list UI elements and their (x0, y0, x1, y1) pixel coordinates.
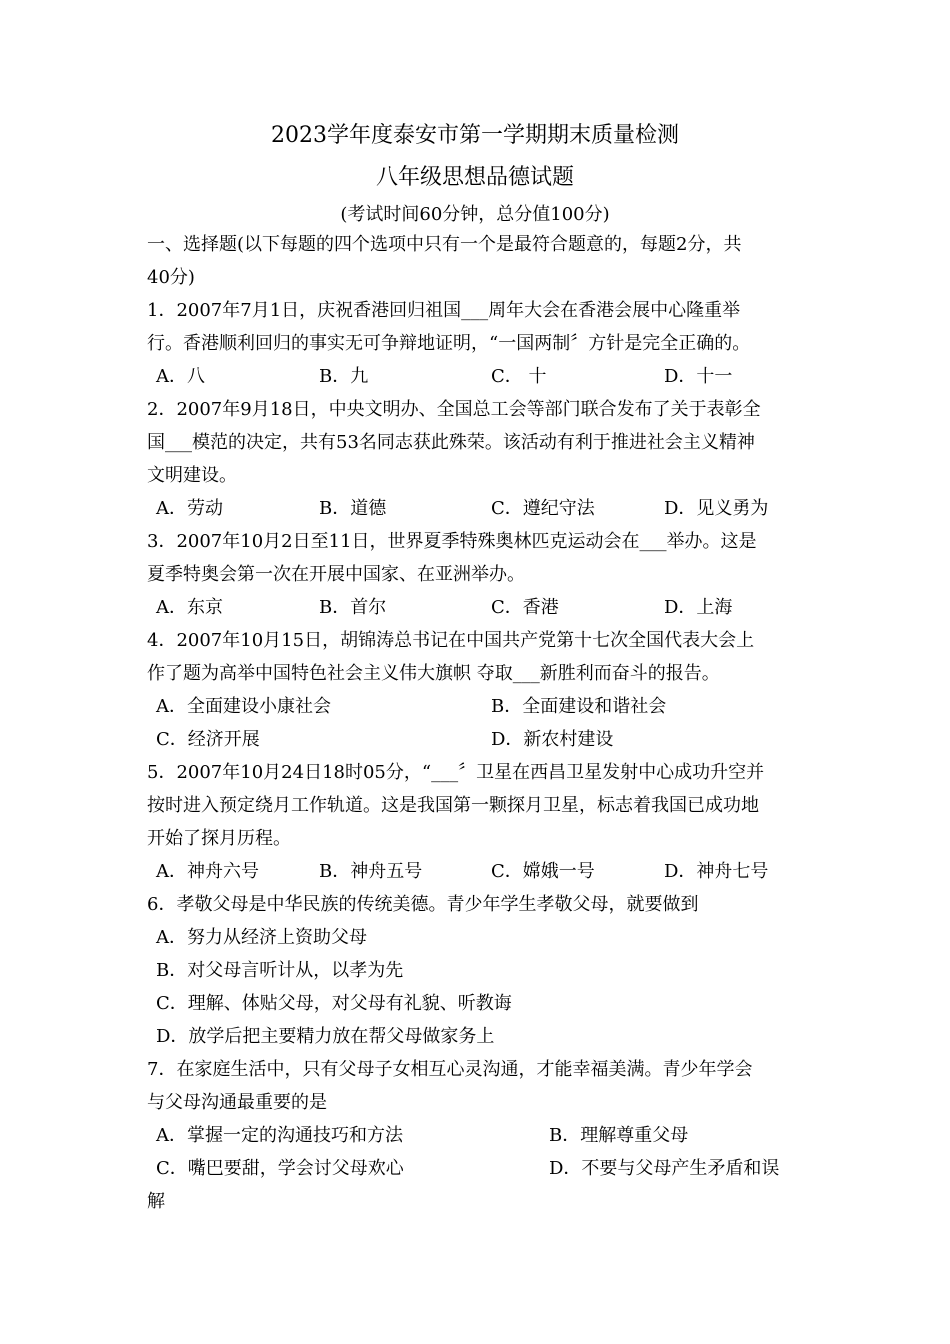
question-5-option-b: B．神舟五号 (319, 861, 423, 882)
question-2-line1: 2．2007年9月18日，中央文明办、全国总工会等部门联合发布了关于表彰全 (147, 399, 761, 420)
question-7-option-a: A．掌握一定的沟通技巧和方法 (156, 1125, 403, 1146)
question-4-line1: 4．2007年10月15日，胡锦涛总书记在中国共产党第十七次全国代表大会上 (147, 630, 755, 651)
question-2-line3: 文明建设。 (147, 465, 237, 486)
question-3-line2: 夏季特奥会第一次在开展中国家、在亚洲举办。 (147, 564, 525, 585)
question-6-option-b: B．对父母言听计从，以孝为先 (156, 960, 404, 981)
question-2-option-d: D．见义勇为 (664, 498, 769, 519)
question-3-option-c: C．香港 (491, 597, 559, 618)
question-4-option-b: B．全面建设和谐社会 (491, 696, 667, 717)
question-5-line3: 开始了探月历程。 (147, 828, 291, 849)
question-3-option-a: A．东京 (156, 597, 223, 618)
question-4-line2: 作了题为高举中国特色社会主义伟大旗帜 夺取___新胜利而奋斗的报告。 (147, 663, 720, 684)
question-2-option-c: C．遵纪守法 (491, 498, 595, 519)
question-7-line1: 7．在家庭生活中，只有父母子女相互心灵沟通，才能幸福美满。青少年学会 (147, 1059, 753, 1080)
question-6-option-c: C．理解、体贴父母，对父母有礼貌、听教诲 (156, 993, 512, 1014)
question-3-option-b: B．首尔 (319, 597, 387, 618)
section-heading-line1: 一、选择题(以下每题的四个选项中只有一个是最符合题意的，每题2分，共 (147, 234, 742, 255)
section-heading-line2: 40分) (147, 267, 195, 288)
question-1-line1: 1．2007年7月1日，庆祝香港回归祖国___周年大会在香港会展中心隆重举 (147, 300, 741, 321)
exam-info: (考试时间60分钟，总分值100分) (340, 204, 610, 225)
question-1-option-b: B．九 (319, 366, 369, 387)
question-1-option-c: C． 十 (491, 366, 547, 387)
question-4-option-d: D．新农村建设 (491, 729, 614, 750)
question-7-option-c: C．嘴巴要甜，学会讨父母欢心 (156, 1158, 404, 1179)
question-1-option-a: A．八 (156, 366, 205, 387)
question-3-line1: 3．2007年10月2日至11日，世界夏季特殊奥林匹克运动会在___举办。这是 (147, 531, 757, 552)
question-2-line2: 国___模范的决定，共有53名同志获此殊荣。该活动有利于推进社会主义精神 (147, 432, 755, 453)
question-4-option-a: A．全面建设小康社会 (156, 696, 331, 717)
question-1-option-d: D．十一 (664, 366, 733, 387)
question-4-option-c: C．经济开展 (156, 729, 260, 750)
question-5-option-a: A．神舟六号 (156, 861, 259, 882)
question-2-option-b: B．道德 (319, 498, 387, 519)
exam-subtitle: 八年级思想品德试题 (375, 165, 574, 190)
question-7-line2: 与父母沟通最重要的是 (147, 1092, 327, 1113)
question-6-line1: 6．孝敬父母是中华民族的传统美德。青少年学生孝敬父母，就要做到 (147, 894, 699, 915)
question-5-line1: 5．2007年10月24日18时05分，“___〞卫星在西昌卫星发射中心成功升空并 (147, 762, 765, 783)
question-7-option-b: B．理解尊重父母 (549, 1125, 689, 1146)
question-2-option-a: A．劳动 (156, 498, 223, 519)
question-7-option-d-wrap: 解 (147, 1191, 165, 1212)
question-7-option-d: D．不要与父母产生矛盾和误 (549, 1158, 780, 1179)
exam-title: 2023学年度泰安市第一学期期末质量检测 (271, 123, 679, 148)
question-3-option-d: D．上海 (664, 597, 733, 618)
question-6-option-d: D．放学后把主要精力放在帮父母做家务上 (156, 1026, 495, 1047)
question-5-line2: 按时进入预定绕月工作轨道。这是我国第一颗探月卫星，标志着我国已成功地 (147, 795, 759, 816)
question-1-line2: 行。香港顺利回归的事实无可争辩地证明，“一国两制〞方针是完全正确的。 (147, 333, 751, 354)
question-5-option-d: D．神舟七号 (664, 861, 769, 882)
question-6-option-a: A．努力从经济上资助父母 (156, 927, 367, 948)
question-5-option-c: C．嫦娥一号 (491, 861, 595, 882)
